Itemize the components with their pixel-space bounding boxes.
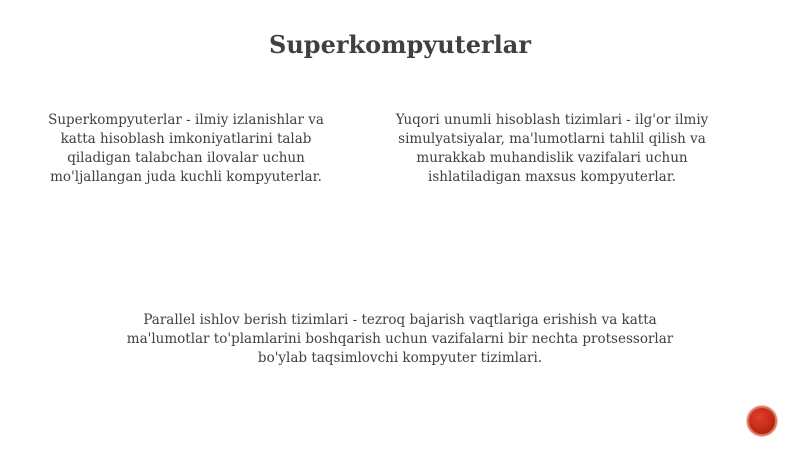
circle-nav-button-icon[interactable] xyxy=(747,406,777,436)
slide-title: Superkompyuterlar xyxy=(269,30,531,59)
text-block-yuqori-unumli: Yuqori unumli hisoblash tizimlari - ilg'or ilmiy simulyatsiyalar, ma'lumotlarni tahlil qilish va murakkab muhandislik vazifalari uchun ishlatiladigan maxsus kompyuterlar. xyxy=(395,112,709,185)
text-block-parallel: Parallel ishlov berish tizimlari - tezroq bajarish vaqtlariga erishish va katta ma'lumotlar to'plamlarini boshqarish uchun vazifalarni bir nechta protsessorlar bo'ylab taqsimlovchi kompyuter tizimlari. xyxy=(126,312,674,366)
text-block-superkompyuterlar: Superkompyuterlar - ilmiy izlanishlar va katta hisoblash imkoniyatlarini talab qiladigan talabchan ilovalar uchun mo'ljallangan juda kuchli kompyuterlar. xyxy=(48,112,324,185)
